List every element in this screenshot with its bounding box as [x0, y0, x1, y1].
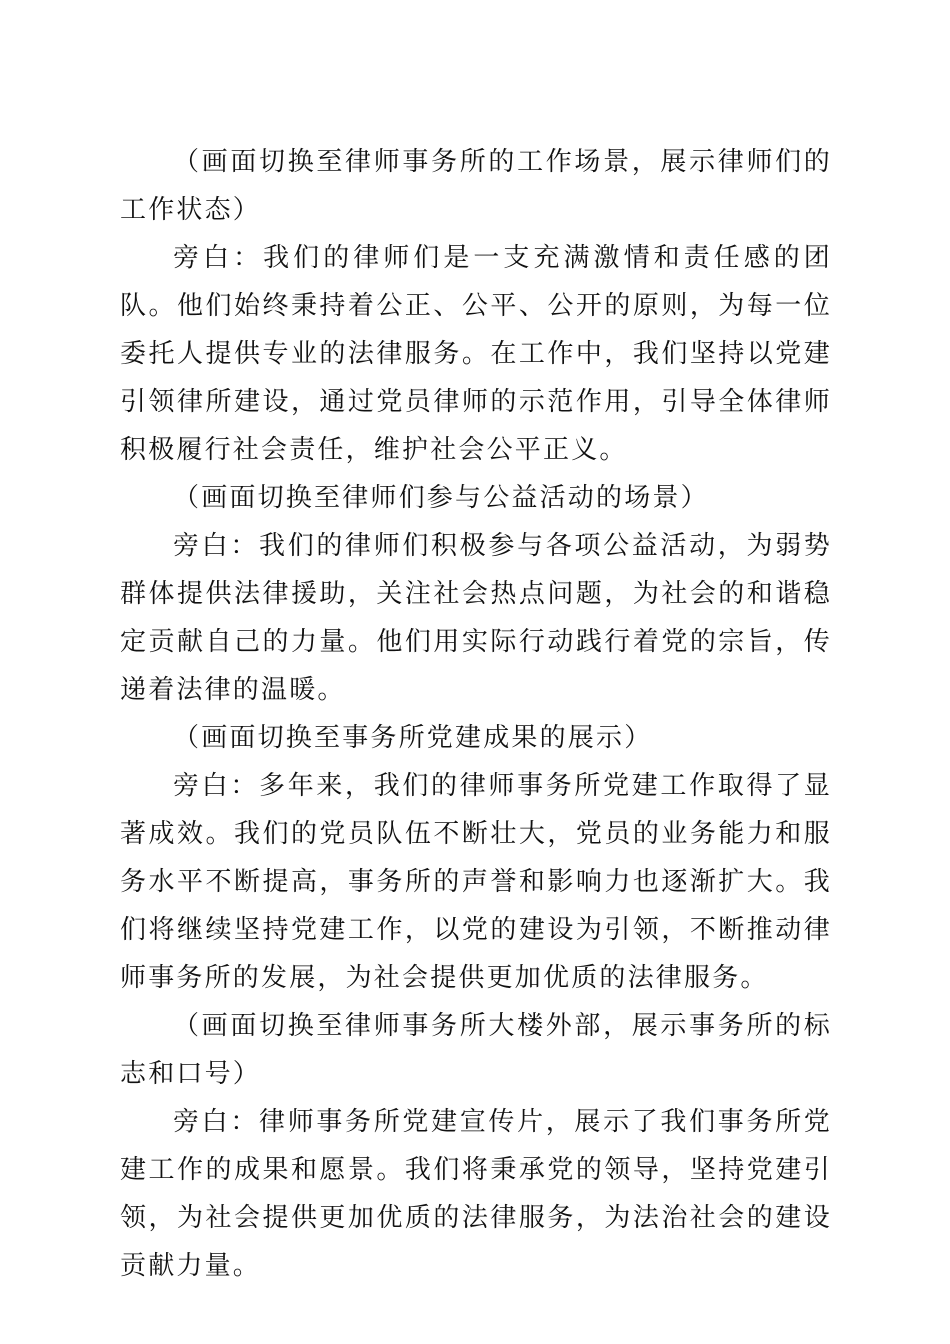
narration-party-achievements: 旁白：多年来，我们的律师事务所党建工作取得了显著成效。我们的党员队伍不断壮大，党员的业务能力和服务水平不断提高，事务所的声誉和影响力也逐渐扩大。我们将继续坚持党建工作，以党的建设为引领，不断推动律师事务所的发展，为社会提供更加优质的法律服务。 — [120, 771, 832, 993]
narration-public-welfare: 旁白：我们的律师们积极参与各项公益活动，为弱势群体提供法律援助，关注社会热点问题，为社会的和谐稳定贡献自己的力量。他们用实际行动践行着党的宗旨，传递着法律的温暖。 — [120, 531, 832, 705]
narration-closing: 旁白：律师事务所党建宣传片，展示了我们事务所党建工作的成果和愿景。我们将秉承党的领导，坚持党建引领，为社会提供更加优质的法律服务，为法治社会的建设贡献力量。 — [120, 1107, 832, 1281]
stage-direction-party-achievements: （画面切换至事务所党建成果的展示） — [173, 723, 653, 753]
stage-direction-work-scene: （画面切换至律师事务所的工作场景，展示律师们的工作状态） — [120, 147, 832, 225]
narration-lawyer-team: 旁白：我们的律师们是一支充满激情和责任感的团队。他们始终秉持着公正、公平、公开的原则，为每一位委托人提供专业的法律服务。在工作中，我们坚持以党建引领律所建设，通过党员律师的示范作用，引导全体律师积极履行社会责任，维护社会公平正义。 — [120, 243, 832, 465]
stage-direction-building-exterior: （画面切换至律师事务所大楼外部，展示事务所的标志和口号） — [120, 1011, 832, 1089]
document-body — [120, 138, 832, 1290]
stage-direction-public-welfare: （画面切换至律师们参与公益活动的场景） — [173, 483, 709, 513]
